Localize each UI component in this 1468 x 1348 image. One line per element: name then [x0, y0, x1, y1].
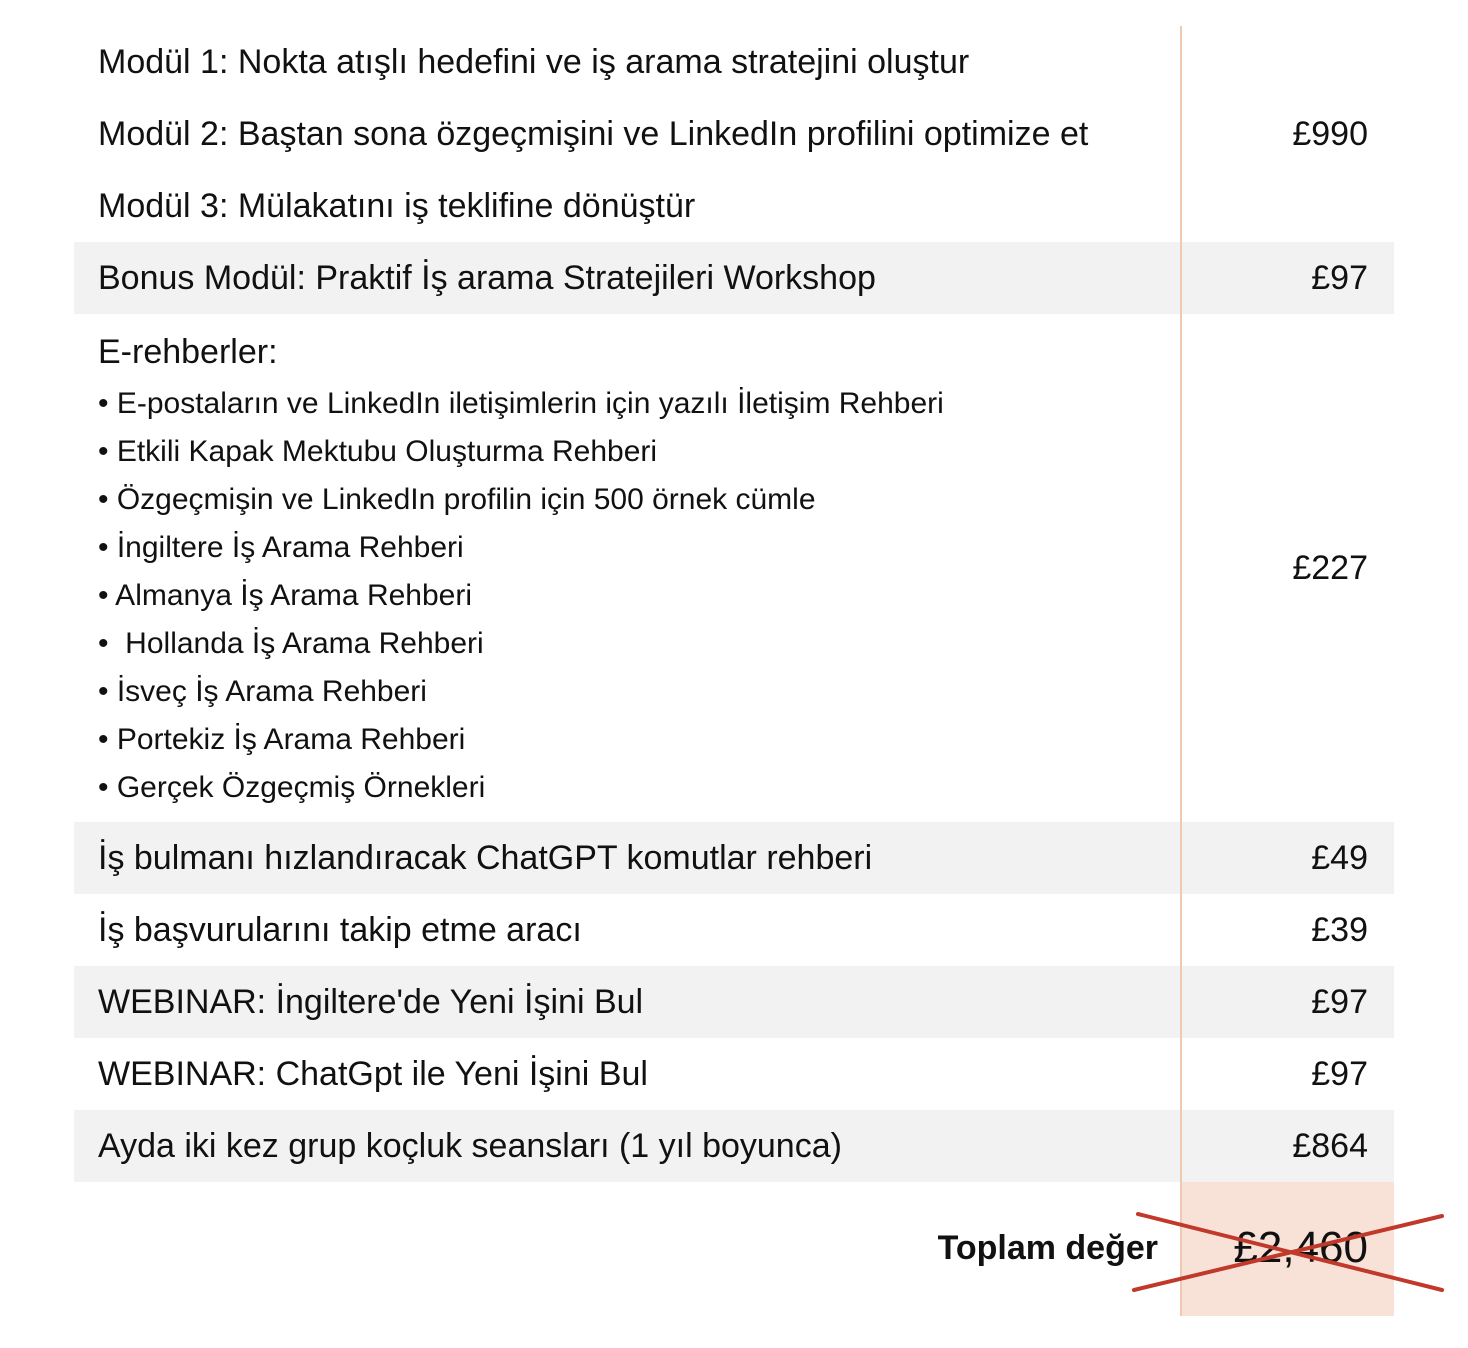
- webinar-uk-label: WEBINAR: İngiltere'de Yeni İşini Bul: [98, 983, 644, 1021]
- webinar-chatgpt-price: £97: [1311, 1055, 1368, 1093]
- coaching-label: Ayda iki kez grup koçluk seansları (1 yıl boyunca): [98, 1127, 842, 1165]
- module-1-label: Modül 1: Nokta atışlı hedefini ve iş arama stratejini oluştur: [98, 43, 970, 81]
- modules-row: [74, 26, 1394, 242]
- ebook-item: • Özgeçmişin ve LinkedIn profilin için 500 örnek cümle: [98, 483, 816, 516]
- module-3-label: Modül 3: Mülakatını iş teklifine dönüştür: [98, 187, 696, 225]
- value-table: [74, 26, 1394, 1182]
- total-price: £2,460: [1233, 1223, 1368, 1272]
- ebook-item: • İngiltere İş Arama Rehberi: [98, 531, 464, 564]
- column-divider: [1180, 26, 1182, 1316]
- chatgpt-guide-row: [74, 822, 1394, 894]
- module-2-label: Modül 2: Baştan sona özgeçmişini ve LinkedIn profilini optimize et: [98, 115, 1089, 153]
- webinar-chatgpt-row: [74, 1038, 1394, 1110]
- ebooks-price: £227: [1292, 549, 1368, 587]
- modules-price: £990: [1292, 115, 1368, 153]
- ebooks-heading: E-rehberler:: [98, 333, 278, 371]
- ebook-item: • Portekiz İş Arama Rehberi: [98, 723, 466, 756]
- strikethrough-cross-icon: [1130, 1210, 1446, 1294]
- ebooks-row: [74, 314, 1394, 822]
- bonus-label: Bonus Modül: Praktif İş arama Stratejileri Workshop: [98, 259, 876, 297]
- ebook-item: • Almanya İş Arama Rehberi: [98, 579, 473, 612]
- modules-list: [98, 26, 1158, 242]
- chatgpt-guide-price: £49: [1311, 839, 1368, 877]
- ebook-item: • E-postaların ve LinkedIn iletişimlerin için yazılı İletişim Rehberi: [98, 387, 944, 420]
- webinar-chatgpt-label: WEBINAR: ChatGpt ile Yeni İşini Bul: [98, 1055, 648, 1093]
- chatgpt-guide-label: İş bulmanı hızlandıracak ChatGPT komutlar rehberi: [98, 839, 873, 877]
- tracker-label: İş başvurularını takip etme aracı: [98, 911, 582, 949]
- webinar-uk-row: [74, 966, 1394, 1038]
- ebooks-list: [98, 380, 1158, 812]
- total-label: Toplam değer: [937, 1229, 1158, 1267]
- coaching-row: [74, 1110, 1394, 1182]
- ebook-item: • Etkili Kapak Mektubu Oluşturma Rehberi: [98, 435, 658, 468]
- ebook-item: • Gerçek Özgeçmiş Örnekleri: [98, 771, 486, 804]
- tracker-row: [74, 894, 1394, 966]
- bonus-price: £97: [1311, 259, 1368, 297]
- ebook-item: • Hollanda İş Arama Rehberi: [98, 627, 484, 660]
- ebook-item: • İsveç İş Arama Rehberi: [98, 675, 427, 708]
- webinar-uk-price: £97: [1311, 983, 1368, 1021]
- bonus-row: [74, 242, 1394, 314]
- coaching-price: £864: [1292, 1127, 1368, 1165]
- tracker-price: £39: [1311, 911, 1368, 949]
